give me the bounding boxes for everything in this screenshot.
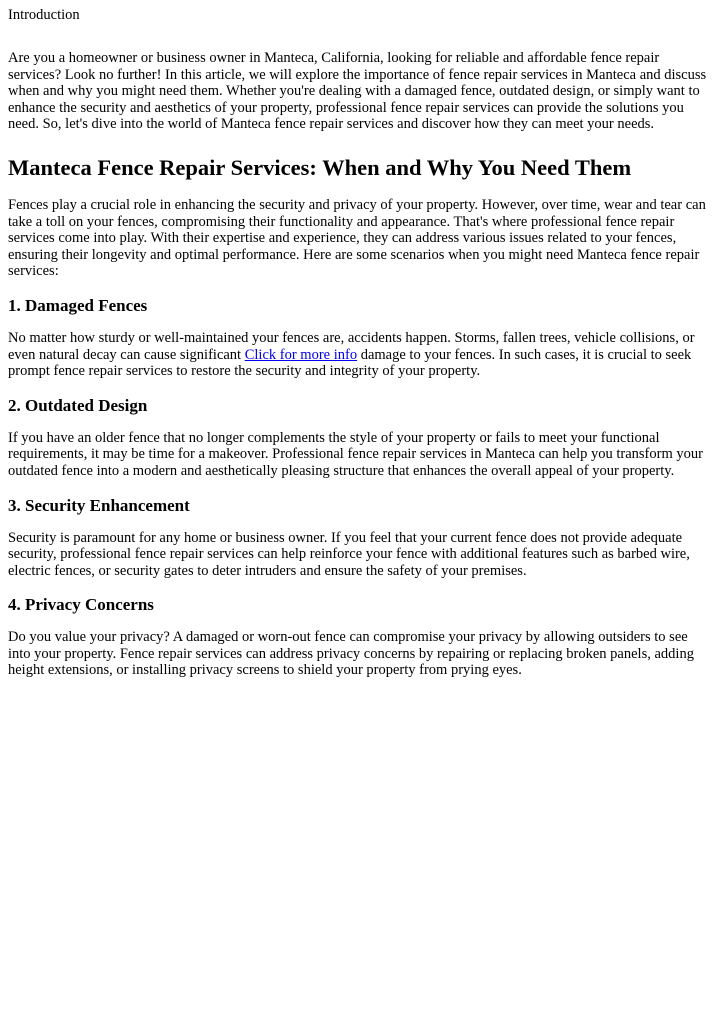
section-heading: 3. Security Enhancement: [8, 495, 190, 515]
section-heading: 4. Privacy Concerns: [8, 595, 154, 615]
section-paragraph: Do you value your privacy? A damaged or worn-out fence can compromise your privacy by allowing outsiders to see into your property. Fence repair services can address privacy concerns by repairing or replacing broken panels, adding height extensions, or installing privacy screens to shield your property from prying eyes.: [8, 629, 694, 679]
section-paragraph: If you have an older fence that no longer complements the style of your property or fails to meet your functional requirements, it may be time for a makeover. Professional fence repair services in Manteca can help you transform your outdated fence into a modern and aesthetically pleasing structure that enhances the overall appeal of your property.: [8, 429, 703, 479]
section-paragraph: [8, 330, 712, 380]
intro-label: Introduction: [8, 7, 80, 23]
more-info-link[interactable]: Click for more info: [244, 346, 358, 363]
main-heading: Manteca Fence Repair Services: When and Why You Need Them: [8, 154, 632, 180]
main-paragraph: Fences play a crucial role in enhancing the security and privacy of your property. However, over time, wear and tear can take a toll on your fences, compromising their functionality and appearance. That's where professional fence repair services come into play. With their expertise and experience, they can address various issues related to your fences, ensuring their longevity and optimal performance. Here are some scenarios when you might need Manteca fence repair services:: [8, 196, 706, 280]
document-page: [0, 7, 720, 679]
section-security-enhancement: [8, 496, 712, 580]
section-privacy-concerns: [8, 595, 712, 679]
paragraph-text-after-link: damage to your fences. In such cases, it is crucial to seek prompt fence repair services to restore the security and integrity of your property.: [8, 346, 692, 380]
section-heading: 2. Outdated Design: [8, 395, 148, 415]
section-damaged-fences: [8, 296, 712, 380]
intro-paragraph: Are you a homeowner or business owner in Manteca, California, looking for reliable and affordable fence repair services? Look no further! In this article, we will explore the importance of fence repair services in Manteca and discuss when and why you might need them. Whether you're dealing with a damaged fence, outdated design, or simply want to enhance the security and aesthetics of your property, professional fence repair services can provide the solutions you need. So, let's dive into the world of Manteca fence repair services and discover how they can meet your needs.: [8, 50, 707, 133]
section-heading: 1. Damaged Fences: [8, 295, 148, 315]
section-paragraph: Security is paramount for any home or business owner. If you feel that your current fence does not provide adequate security, professional fence repair services can help reinforce your fence with additional features such as barbed wire, electric fences, or security gates to deter intruders and ensure the safety of your premises.: [8, 529, 690, 579]
section-outdated-design: [8, 396, 712, 480]
paragraph-text-before-link: No matter how sturdy or well-maintained your fences are, accidents happen. Storms, fallen trees, vehicle collisions, or even natural decay can cause significant: [8, 329, 695, 363]
